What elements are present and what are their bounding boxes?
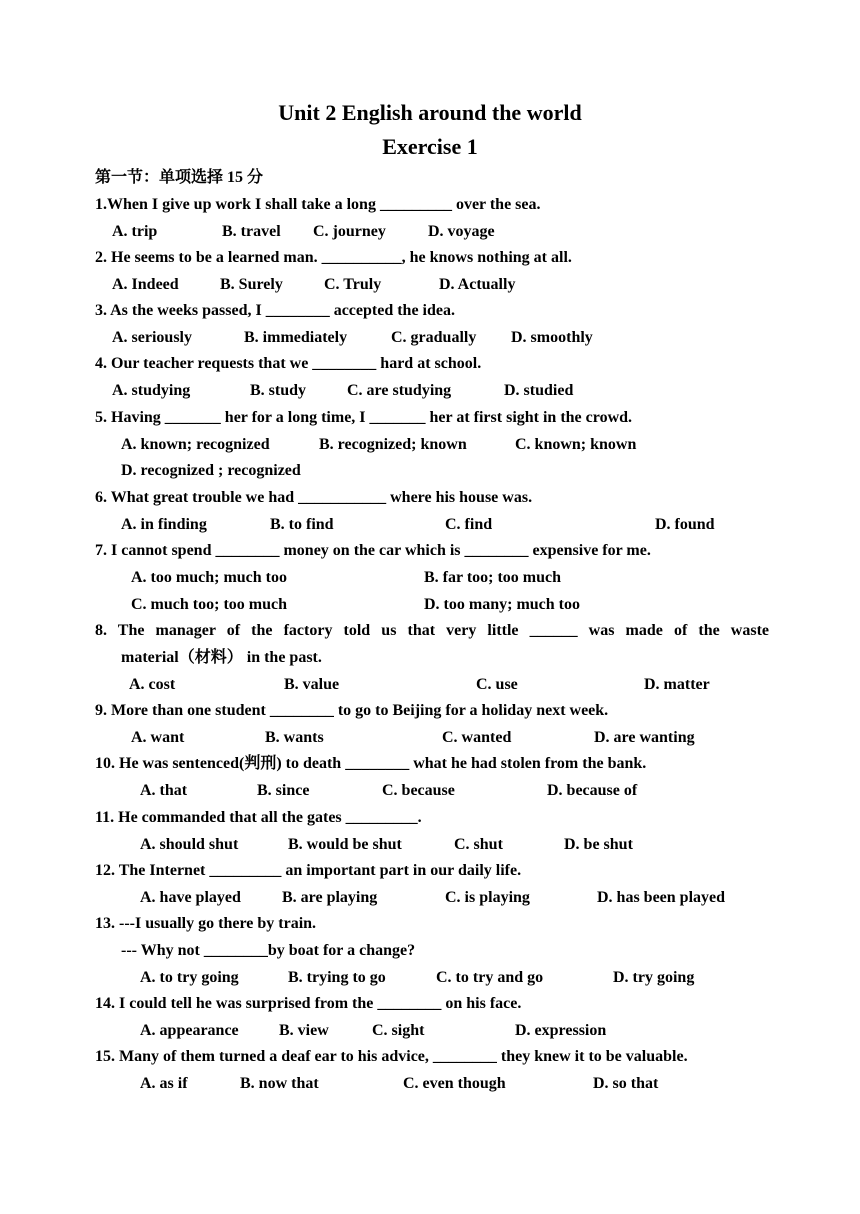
question-stem: 5. Having _______ her for a long time, I _______ her at first sight in the crowd. bbox=[95, 409, 633, 426]
question-stem: 2. He seems to be a learned man. __________, he knows nothing at all. bbox=[95, 249, 572, 266]
option-c: C. gradually bbox=[391, 329, 477, 346]
option-c: C. is playing bbox=[445, 889, 530, 906]
option-c: C. sight bbox=[372, 1022, 425, 1039]
option-b: B. study bbox=[250, 382, 307, 399]
option-d: D. expression bbox=[515, 1022, 607, 1039]
option-a: A. want bbox=[131, 729, 185, 746]
option-d: D. Actually bbox=[439, 276, 516, 293]
option-a: A. should shut bbox=[140, 836, 239, 853]
question-stem: 6. What great trouble we had ___________ where his house was. bbox=[95, 489, 533, 506]
option-a: A. trip bbox=[112, 223, 158, 240]
option-b: B. travel bbox=[222, 223, 281, 240]
option-c: C. because bbox=[382, 782, 455, 799]
option-d: D. voyage bbox=[428, 223, 495, 240]
option-c: C. wanted bbox=[442, 729, 512, 746]
option-b: B. wants bbox=[265, 729, 324, 746]
question-stem: 3. As the weeks passed, I ________ accepted the idea. bbox=[95, 302, 455, 319]
question-stem: 8. The manager of the factory told us that very little ______ was made of the waste bbox=[95, 622, 769, 639]
question-stem-continuation: material（材料） in the past. bbox=[121, 649, 322, 666]
option-d: D. found bbox=[655, 516, 715, 533]
option-a: A. seriously bbox=[112, 329, 192, 346]
option-a: A. as if bbox=[140, 1075, 188, 1092]
option-b: B. immediately bbox=[244, 329, 348, 346]
option-a: A. too much; much too bbox=[131, 569, 287, 586]
option-a: A. that bbox=[140, 782, 188, 799]
option-a: A. cost bbox=[129, 676, 176, 693]
option-b: B. would be shut bbox=[288, 836, 402, 853]
option-d: D. studied bbox=[504, 382, 574, 399]
question-stem: 14. I could tell he was surprised from the ________ on his face. bbox=[95, 995, 522, 1012]
option-d: D. so that bbox=[593, 1075, 659, 1092]
option-a: A. Indeed bbox=[112, 276, 179, 293]
option-d: D. are wanting bbox=[594, 729, 695, 746]
option-c: C. Truly bbox=[324, 276, 382, 293]
option-b: B. are playing bbox=[282, 889, 378, 906]
section-heading: 第一节：单项选择 15 分 bbox=[95, 169, 264, 186]
option-d: D. matter bbox=[644, 676, 710, 693]
option-c: C. even though bbox=[403, 1075, 506, 1092]
option-a: A. known; recognized bbox=[121, 436, 270, 453]
option-b: B. since bbox=[257, 782, 310, 799]
option-c: C. journey bbox=[313, 223, 386, 240]
option-c: C. use bbox=[476, 676, 518, 693]
option-d: D. recognized ; recognized bbox=[121, 462, 301, 479]
option-c: C. known; known bbox=[515, 436, 637, 453]
question-stem: 7. I cannot spend ________ money on the car which is ________ expensive for me. bbox=[95, 542, 651, 559]
option-d: D. too many; much too bbox=[424, 596, 580, 613]
option-a: A. have played bbox=[140, 889, 241, 906]
option-c: C. much too; too much bbox=[131, 596, 287, 613]
option-a: A. in finding bbox=[121, 516, 207, 533]
question-stem: 1.When I give up work I shall take a long _________ over the sea. bbox=[95, 196, 541, 213]
option-d: D. has been played bbox=[597, 889, 726, 906]
question-stem: 9. More than one student ________ to go to Beijing for a holiday next week. bbox=[95, 702, 609, 719]
option-a: A. studying bbox=[112, 382, 191, 399]
option-c: C. shut bbox=[454, 836, 503, 853]
page-subtitle: Exercise 1 bbox=[382, 134, 478, 159]
option-b: B. recognized; known bbox=[319, 436, 467, 453]
option-b: B. trying to go bbox=[288, 969, 386, 986]
option-d: D. try going bbox=[613, 969, 695, 986]
option-b: B. far too; too much bbox=[424, 569, 562, 586]
option-d: D. because of bbox=[547, 782, 638, 799]
option-b: B. to find bbox=[270, 516, 334, 533]
option-d: D. be shut bbox=[564, 836, 633, 853]
question-stem: 12. The Internet _________ an important part in our daily life. bbox=[95, 862, 522, 879]
question-stem: 11. He commanded that all the gates _________. bbox=[95, 809, 422, 826]
option-a: A. to try going bbox=[140, 969, 239, 986]
option-a: A. appearance bbox=[140, 1022, 239, 1039]
option-b: B. view bbox=[279, 1022, 329, 1039]
question-stem-continuation: --- Why not ________by boat for a change? bbox=[121, 942, 416, 959]
question-stem: 4. Our teacher requests that we ________ hard at school. bbox=[95, 355, 482, 372]
page-title: Unit 2 English around the world bbox=[278, 100, 582, 125]
option-b: B. now that bbox=[240, 1075, 319, 1092]
question-stem: 13. ---I usually go there by train. bbox=[95, 915, 317, 932]
option-b: B. value bbox=[284, 676, 340, 693]
option-b: B. Surely bbox=[220, 276, 283, 293]
option-c: C. are studying bbox=[347, 382, 452, 399]
question-stem: 15. Many of them turned a deaf ear to his advice, ________ they knew it to be valuable. bbox=[95, 1048, 688, 1065]
option-c: C. to try and go bbox=[436, 969, 544, 986]
question-stem: 10. He was sentenced(判刑) to death ________ what he had stolen from the bank. bbox=[95, 755, 647, 772]
option-d: D. smoothly bbox=[511, 329, 593, 346]
option-c: C. find bbox=[445, 516, 493, 533]
